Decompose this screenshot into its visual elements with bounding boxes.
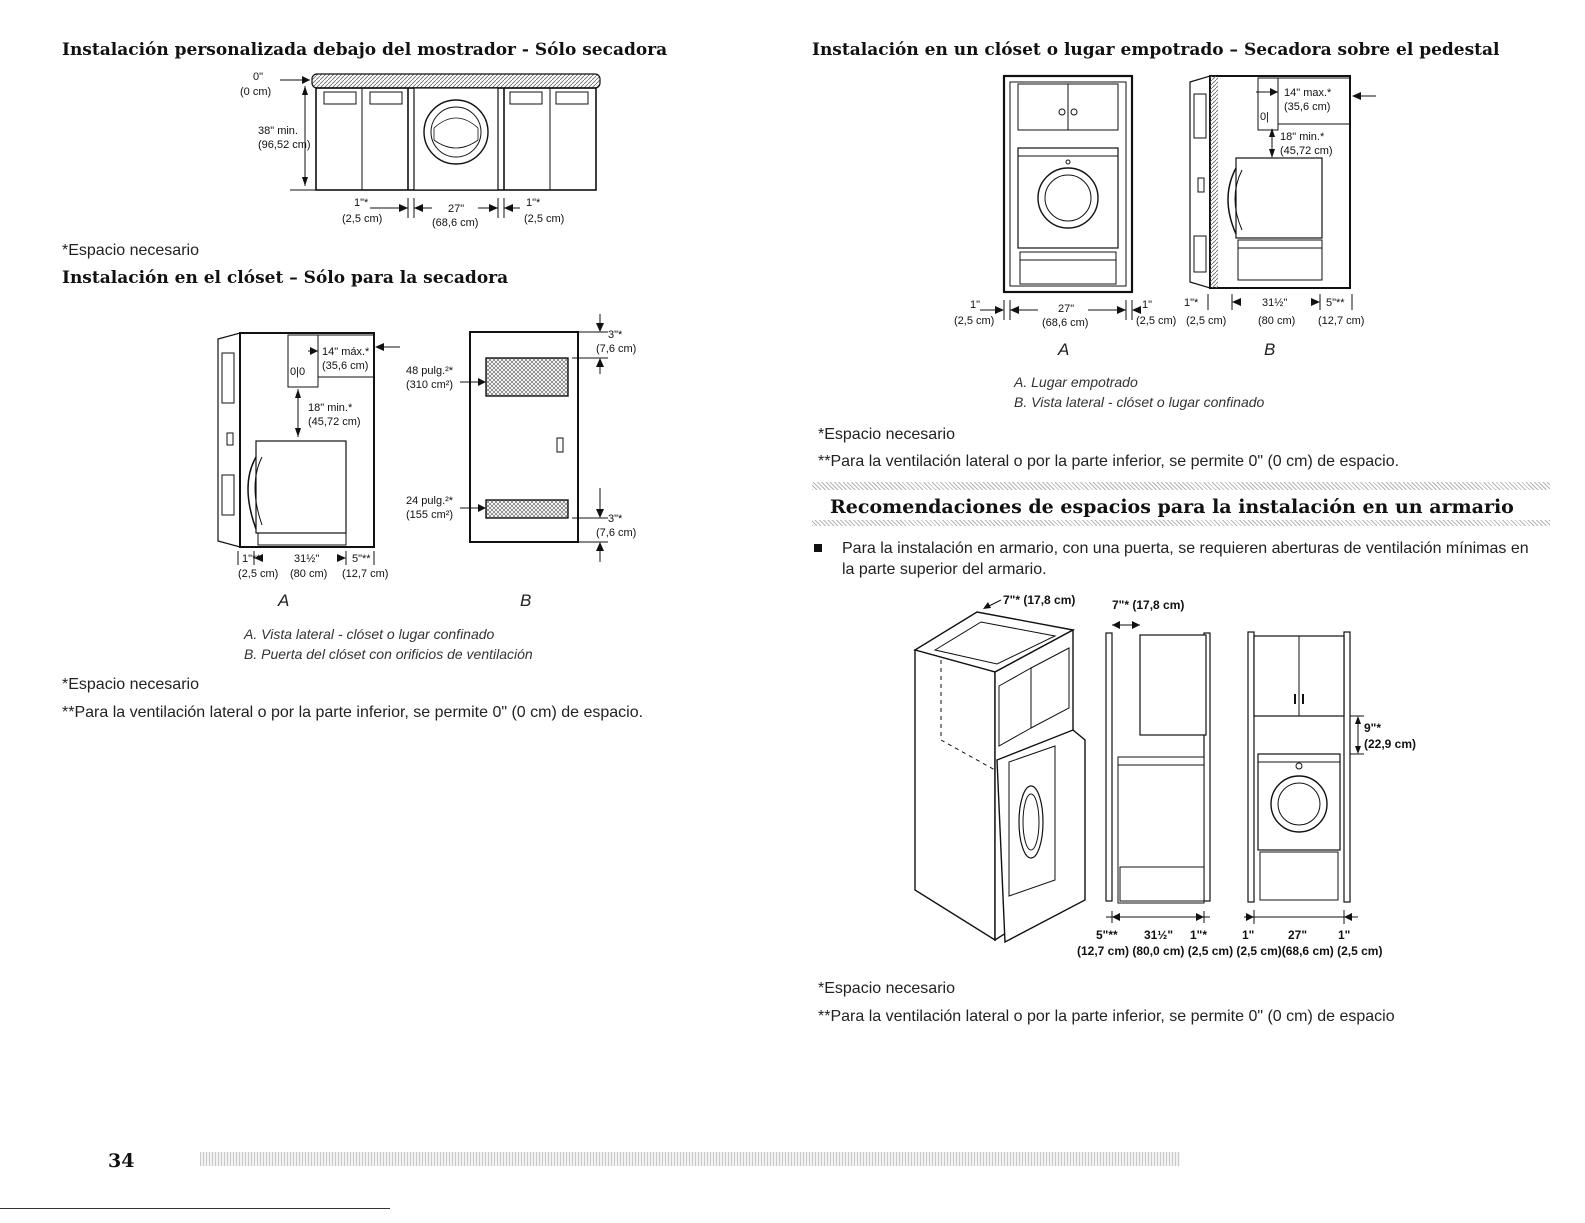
alcove-pedestal-diagram-a [940,72,1177,332]
dim-bottom31cm: (80 cm) [290,568,328,580]
footnote-required-space-3: *Espacio necesario [818,426,955,443]
dim-a-l1cm: (2,5 cm) [954,315,995,327]
dim-b-b31cm: (80 cm) [1258,315,1296,327]
svg-text:0|0: 0|0 [290,366,306,378]
footnote-ventilation-3: **Para la ventilación lateral o por la parte inferior, se permite 0" (0 cm) de espacio [818,1008,1395,1025]
dim-top7b: 7"* (17,8 cm) [1112,598,1185,612]
dim-bottom5cm: (12,7 cm) [342,568,389,580]
label-a-closet: A [278,591,290,610]
dim-a-r1: 1" [1142,299,1153,311]
dim-width27: 27" [448,203,465,215]
dim-width27cm: (68,6 cm) [432,217,479,229]
dim-right9: 9"* [1364,721,1382,735]
dim-min18: 18" min.* [308,402,353,414]
dim-vent48cm: (310 cm²) [406,379,454,391]
dim-top3cm: (7,6 cm) [596,343,637,355]
dim-c-c1: 1" [1242,928,1255,942]
dim-b-b1: 1"* [1184,297,1199,309]
dim-bottom31: 31½" [294,553,320,565]
footnote-ventilation-2: **Para la ventilación lateral o por la parte inferior, se permite 0" (0 cm) de espacio. [818,453,1400,470]
dim-right9cm: (22,9 cm) [1364,737,1417,751]
dim-b-b5cm: (12,7 cm) [1318,315,1365,327]
footnote-required-space: *Espacio necesario [62,242,199,259]
footer-decoration [200,1152,1180,1166]
dim-left1cm: (2,5 cm) [342,213,383,225]
dim-b-b5: 5"** [1326,297,1345,309]
section-title-undercounter: Instalación personalizada debajo del mostrador - Sólo secadora [62,40,668,60]
alcove-side-view-diagram-b [1180,72,1400,332]
svg-text:0|: 0| [1260,111,1269,123]
caption-b-alcove: B. Vista lateral - clóset o lugar confinado [1014,394,1265,410]
bullet-cabinet-vent: Para la instalación en armario, con una puerta, se requieren aberturas de ventilación mínimas en la parte superior del armario. [842,540,1529,578]
dim-bottom1: 1"** [242,553,261,565]
dim-bot3: 3"* [608,513,623,525]
dim-max14cm: (35,6 cm) [322,360,369,372]
dim-top0: 0" [253,71,264,83]
page-number: 34 [108,1150,135,1172]
dim-left1: 1"* [354,197,369,209]
dim-a-w27cm: (68,6 cm) [1042,317,1089,329]
dim-max14: 14" máx.* [322,346,370,358]
undercounter-diagram [220,68,620,238]
label-b-alcove: B [1264,340,1276,359]
dim-right1: 1"* [526,197,541,209]
dim-c-b5: 5"** [1096,928,1118,942]
caption-a-alcove: A. Lugar empotrado [1014,374,1138,390]
dim-c-b31: 31½" [1144,928,1174,942]
dim-bottom5: 5"** [352,553,371,565]
section-title-alcove-pedestal: Instalación en un clóset o lugar empotrado – Secadora sobre el pedestal [812,40,1500,60]
section-title-closet: Instalación en el clóset – Sólo para la secadora [62,268,509,288]
dim-a-w27: 27" [1058,303,1075,315]
label-a-alcove: A [1058,340,1070,359]
dim-top3: 3"* [608,329,623,341]
caption-b-closet: B. Puerta del clóset con orificios de ventilación [244,646,533,662]
footnote-ventilation: **Para la ventilación lateral o por la parte inferior, se permite 0" (0 cm) de espacio. [62,704,644,721]
cabinet-perspective-diagram [905,590,1085,950]
dim-cm-row: (12,7 cm) (80,0 cm) (2,5 cm) (2,5 cm)(68,6 cm) (2,5 cm) [1077,944,1383,958]
dim-min18cm: (45,72 cm) [308,416,361,428]
bullet-square [814,544,822,552]
cabinet-side-view-diagram [1096,595,1220,955]
dim-vent48: 48 pulg.²* [406,365,454,377]
section-band-top [812,482,1550,490]
section-title-cabinet: Recomendaciones de espacios para la instalación en un armario [830,496,1514,518]
dim-vent24: 24 pulg.²* [406,495,454,507]
dim-c-b1: 1"* [1190,928,1208,942]
dim-top0cm: (0 cm) [240,86,272,98]
caption-a-closet: A. Vista lateral - clóset o lugar confinado [244,626,495,642]
dim-vent24cm: (155 cm²) [406,509,454,521]
footnote-required-space-4: *Espacio necesario [818,980,955,997]
dim-right1cm: (2,5 cm) [524,213,565,225]
dim-a-r1cm: (2,5 cm) [1136,315,1177,327]
dim-c-c1b: 1" [1338,928,1351,942]
dim-b-b1cm: (2,5 cm) [1186,315,1227,327]
dim-b-max14: 14" max.* [1284,87,1332,99]
dim-bottom1cm: (2,5 cm) [238,568,279,580]
dim-c-c27: 27" [1288,928,1308,942]
label-b-closet: B [520,591,532,610]
bottom-rule [0,1208,390,1209]
footnote-required-space-2: *Espacio necesario [62,676,199,693]
closet-door-vents-diagram [400,310,640,570]
closet-side-view-diagram [210,325,430,590]
dim-heightcm: (96,52 cm) [258,139,311,151]
cabinet-front-view-diagram [1240,620,1440,950]
dim-height: 38" min. [258,125,298,137]
dim-top7a: 7"* (17,8 cm) [1003,593,1076,607]
dim-a-l1: 1" [970,299,981,311]
dim-b-max14cm: (35,6 cm) [1284,101,1331,113]
section-band-bottom [812,520,1550,526]
dim-b-b31: 31½" [1262,297,1288,309]
dim-b-min18cm: (45,72 cm) [1280,145,1333,157]
dim-b-min18: 18" min.* [1280,131,1325,143]
dim-bot3cm: (7,6 cm) [596,527,637,539]
